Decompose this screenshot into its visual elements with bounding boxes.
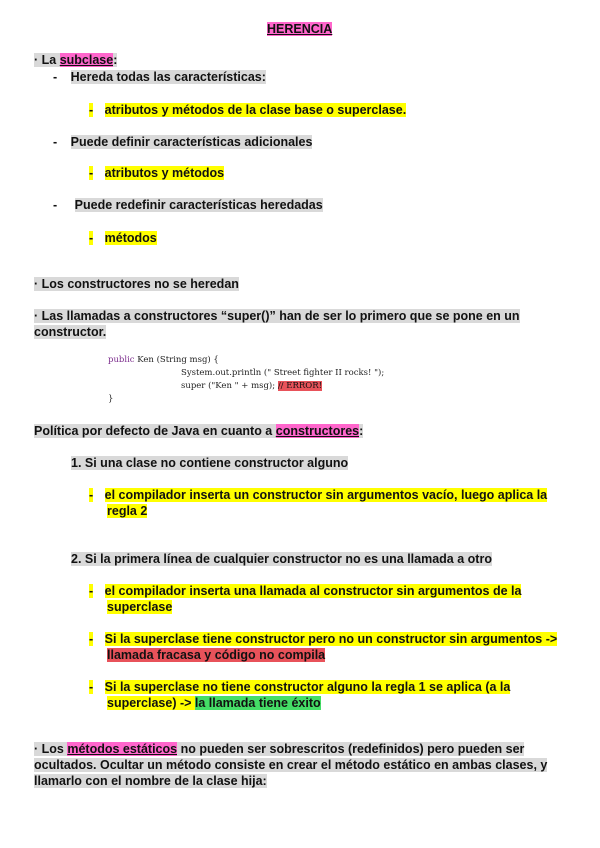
code-text: } (108, 394, 114, 404)
rule1-bullet-text1: el compilador inserta un constructor sin argumentos vacío, luego aplica la (104, 488, 548, 502)
code-error-comment: // ERROR! (277, 381, 323, 391)
dash: - (89, 632, 94, 646)
subclase-heading (34, 53, 117, 67)
metodos-text3: llamarlo con el nombre de la clase hija: (34, 774, 267, 788)
rule2-b3-text2b: la llamada tiene éxito (194, 696, 321, 710)
politica-prefix: Política por defecto de Java en cuanto a (34, 424, 276, 438)
rule1-title (71, 456, 348, 470)
politica-term: constructores (275, 424, 360, 438)
rule2-bullet-3-cont (107, 696, 321, 710)
code-keyword: public (108, 355, 135, 365)
rule2-b3-text1: Si la superclase no tiene constructor alguno la regla 1 se aplica (a la (104, 680, 511, 694)
rule2-bullet-2-cont (107, 648, 325, 662)
metodos-line1 (34, 742, 524, 756)
rule1-bullet-text2: regla 2 (107, 504, 148, 518)
super-note-text1: · Las llamadas a constructores “super()” han de ser lo primero que se pone en un (34, 309, 520, 323)
subclase-item (53, 70, 266, 84)
item-text: Hereda todas las características: (70, 70, 266, 84)
code-line-4 (108, 394, 113, 404)
rule2-bullet-1 (89, 584, 521, 598)
subclase-item (53, 135, 312, 149)
subitem-text: atributos y métodos (104, 166, 225, 180)
rule1-bullet-cont (107, 504, 147, 518)
metodos-prefix: · Los (34, 742, 68, 756)
code-line-1 (108, 355, 219, 365)
rule2-bullet-3 (89, 680, 510, 694)
rule2-b3-text2a: superclase) -> (107, 696, 195, 710)
dash: - (89, 488, 94, 502)
super-note-line1 (34, 309, 520, 323)
page-title (267, 22, 332, 36)
rule2-bullet-1-cont (107, 600, 172, 614)
code-text: System.out.println (" Street fighter II rocks! "); (181, 368, 385, 378)
politica-heading (34, 424, 363, 438)
dash: - (89, 231, 94, 245)
subclase-term: subclase (59, 53, 114, 67)
subclase-item (53, 198, 323, 212)
dash: - (53, 70, 58, 84)
title-text: HERENCIA (267, 22, 333, 36)
metodos-line2 (34, 758, 547, 772)
item-text: Puede definir características adicionales (70, 135, 313, 149)
constructores-text: · Los constructores no se heredan (34, 277, 239, 291)
dash: - (89, 166, 94, 180)
code-text: super ("Ken " + msg); (181, 381, 278, 391)
subclase-suffix: : (113, 53, 118, 67)
subclase-prefix: · La (34, 53, 60, 67)
dash: - (89, 584, 94, 598)
code-line-3 (181, 381, 322, 391)
rule2-title-text: 2. Si la primera línea de cualquier constructor no es una llamada a otro (71, 552, 492, 566)
code-text: Ken (String msg) { (134, 355, 219, 365)
metodos-text2: ocultados. Ocultar un método consiste en crear el método estático en ambas clases, y (34, 758, 548, 772)
rule1-title-text: 1. Si una clase no contiene constructor alguno (71, 456, 349, 470)
subclase-subitem (89, 166, 224, 180)
rule2-b1-text1: el compilador inserta una llamada al constructor sin argumentos de la (104, 584, 522, 598)
rule2-b2-text2: llamada fracasa y código no compila (107, 648, 326, 662)
subclase-subitem (89, 231, 157, 245)
politica-suffix: : (359, 424, 364, 438)
dash: - (53, 135, 58, 149)
rule1-bullet (89, 488, 547, 502)
rule2-bullet-2 (89, 632, 557, 646)
subitem-text: atributos y métodos de la clase base o superclase. (104, 103, 407, 117)
super-note-line2 (34, 325, 106, 339)
constructores-note (34, 277, 239, 291)
dash: - (89, 680, 94, 694)
rule2-b2-text1: Si la superclase tiene constructor pero no un constructor sin argumentos -> (104, 632, 558, 646)
rule2-b1-text2: superclase (107, 600, 173, 614)
subitem-text: métodos (104, 231, 157, 245)
dash: - (53, 198, 58, 212)
super-note-text2: constructor. (34, 325, 107, 339)
item-text: Puede redefinir características heredadas (74, 198, 323, 212)
metodos-line3 (34, 774, 267, 788)
metodos-rest: no pueden ser sobrescritos (redefinidos) pero pueden ser (177, 742, 525, 756)
code-line-2 (181, 368, 384, 378)
metodos-term: métodos estáticos (67, 742, 178, 756)
rule2-title (71, 552, 492, 566)
subclase-subitem (89, 103, 406, 117)
dash: - (89, 103, 94, 117)
